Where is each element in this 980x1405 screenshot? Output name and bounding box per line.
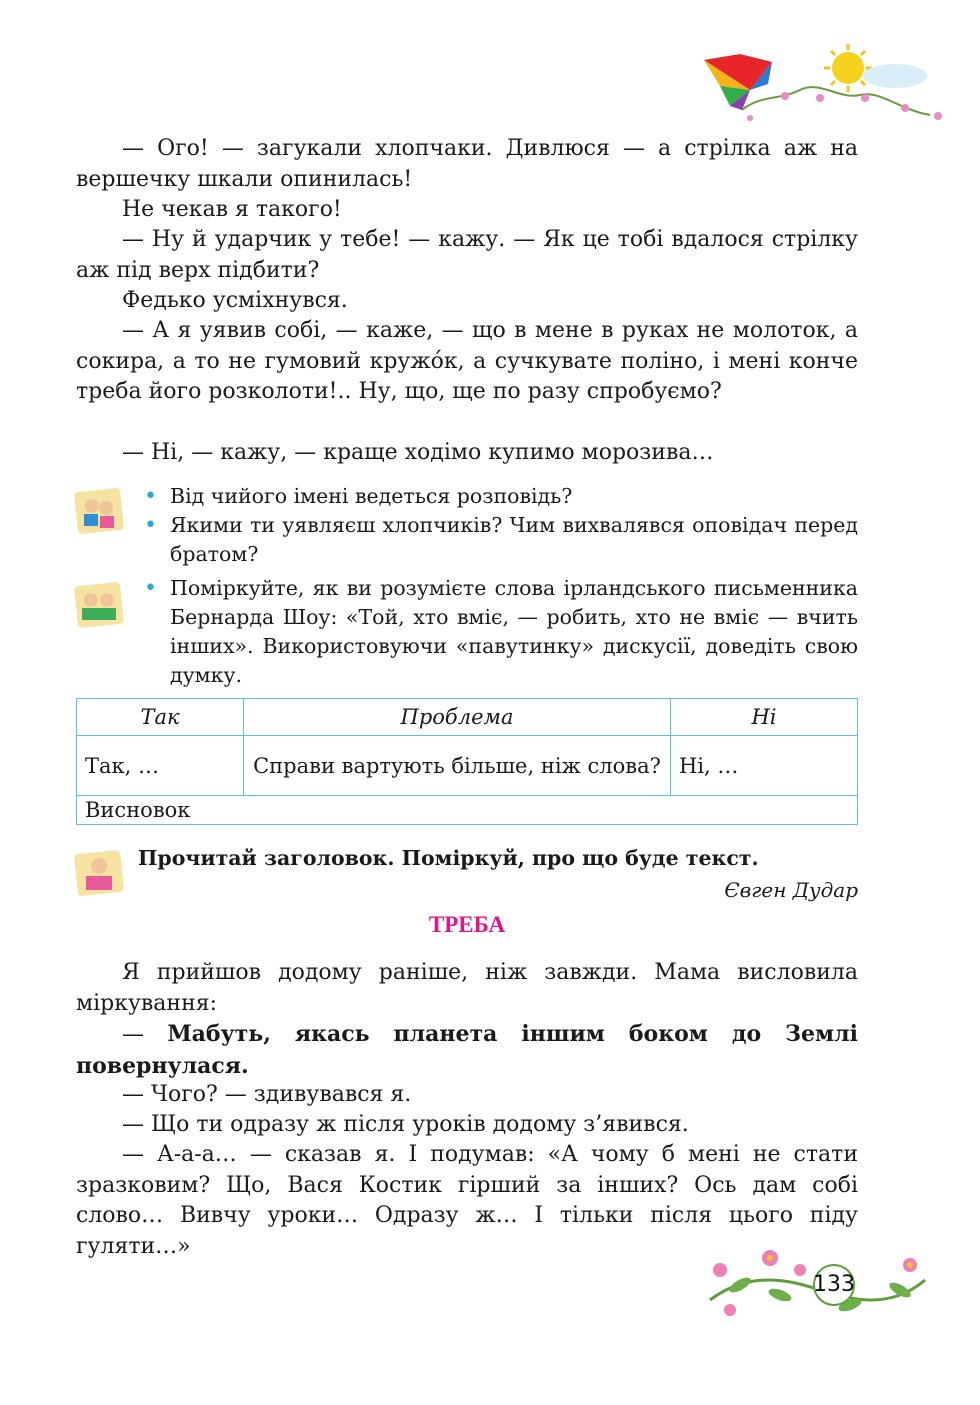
question-item: • Від чийого імені ведеться розповідь? [142,482,858,511]
kite-and-sun-illustration [690,40,950,140]
sun-icon [824,44,872,92]
paragraph: — А я уявив собі, — каже, — що в мене в руках не молоток, а сокира, а то не гумовий кружо́к, а сучкувате поліно, і мені конче треба його розколоти!.. Ну, що, ще по разу спробуємо? [76,318,858,404]
table-header-no: Ні [671,699,858,736]
paragraph: — Мабуть, якась планета іншим боком до Землі повернулася. [76,1021,858,1079]
paragraph: Я прийшов додому раніше, ніж завжди. Мама висловила міркування: [76,960,858,1016]
paragraph: — Що ти одразу ж після уроків додому з’явився. [122,1112,689,1137]
reading-kids-icon [72,484,126,536]
kite-icon [704,54,772,110]
questions-list [142,574,858,690]
table-header-yes: Так [77,699,244,736]
table-cell-problem: Справи вартують більше, ніж слова? [244,736,671,796]
bold-quote: Мабуть, якась планета іншим боком до Землі повернулася. [76,1021,858,1079]
table-header-problem: Проблема [244,699,671,736]
page-number: 133 [813,1272,855,1297]
table-cell-no: Ні, … [671,736,858,796]
paragraph: — Ого! — загукали хлопчаки. Дивлюся — а стрілка аж на вершечку шкали опинилась! [76,136,858,192]
discussion-block [72,574,858,692]
paragraph: — Ні, — кажу, — краще ходімо купимо морозива… [122,440,714,465]
questions-list [142,482,858,569]
paragraph: — А-а-а… — сказав я. І подумав: «А чому б мені не стати зразковим? Що, Вася Костик гірший за інших? Ось дам собі слово… Вивчу уроки… Одразу ж… І тільки після цього піду гуляти…» [76,1142,858,1259]
questions-block [72,482,858,568]
question-item: • Якими ти уявляєш хлопчиків? Чим вихвалявся оповідач перед братом? [142,511,858,569]
paragraph: — Чого? — здивувався я. [122,1082,412,1107]
question-item: • Поміркуйте, як ви розумієте слова ірландського письменника Бернарда Шоу: «Той, хто вміє, — робить, хто не вміє — вчить інших». Використовуючи «павутинку» дискусії, доведіть свою думку. [142,574,858,690]
table-cell-yes: Так, … [77,736,244,796]
reading-task: Прочитай заголовок. Поміркуй, про що буде текст. [138,846,759,870]
paragraph: Федько усміхнувся. [122,288,348,313]
paragraph: — Ну й ударчик у тебе! — кажу. — Як це тобі вдалося стрілку аж під верх підбити? [76,227,858,283]
story-title: ТРЕБА [428,912,506,937]
author-name: Євген Дудар [724,878,858,902]
discussion-kids-icon [72,578,126,630]
discussion-web-table [76,698,858,825]
paragraph: Не чекав я такого! [122,197,342,222]
table-cell-conclusion: Висновок [77,796,858,825]
reading-child-icon [72,846,126,898]
